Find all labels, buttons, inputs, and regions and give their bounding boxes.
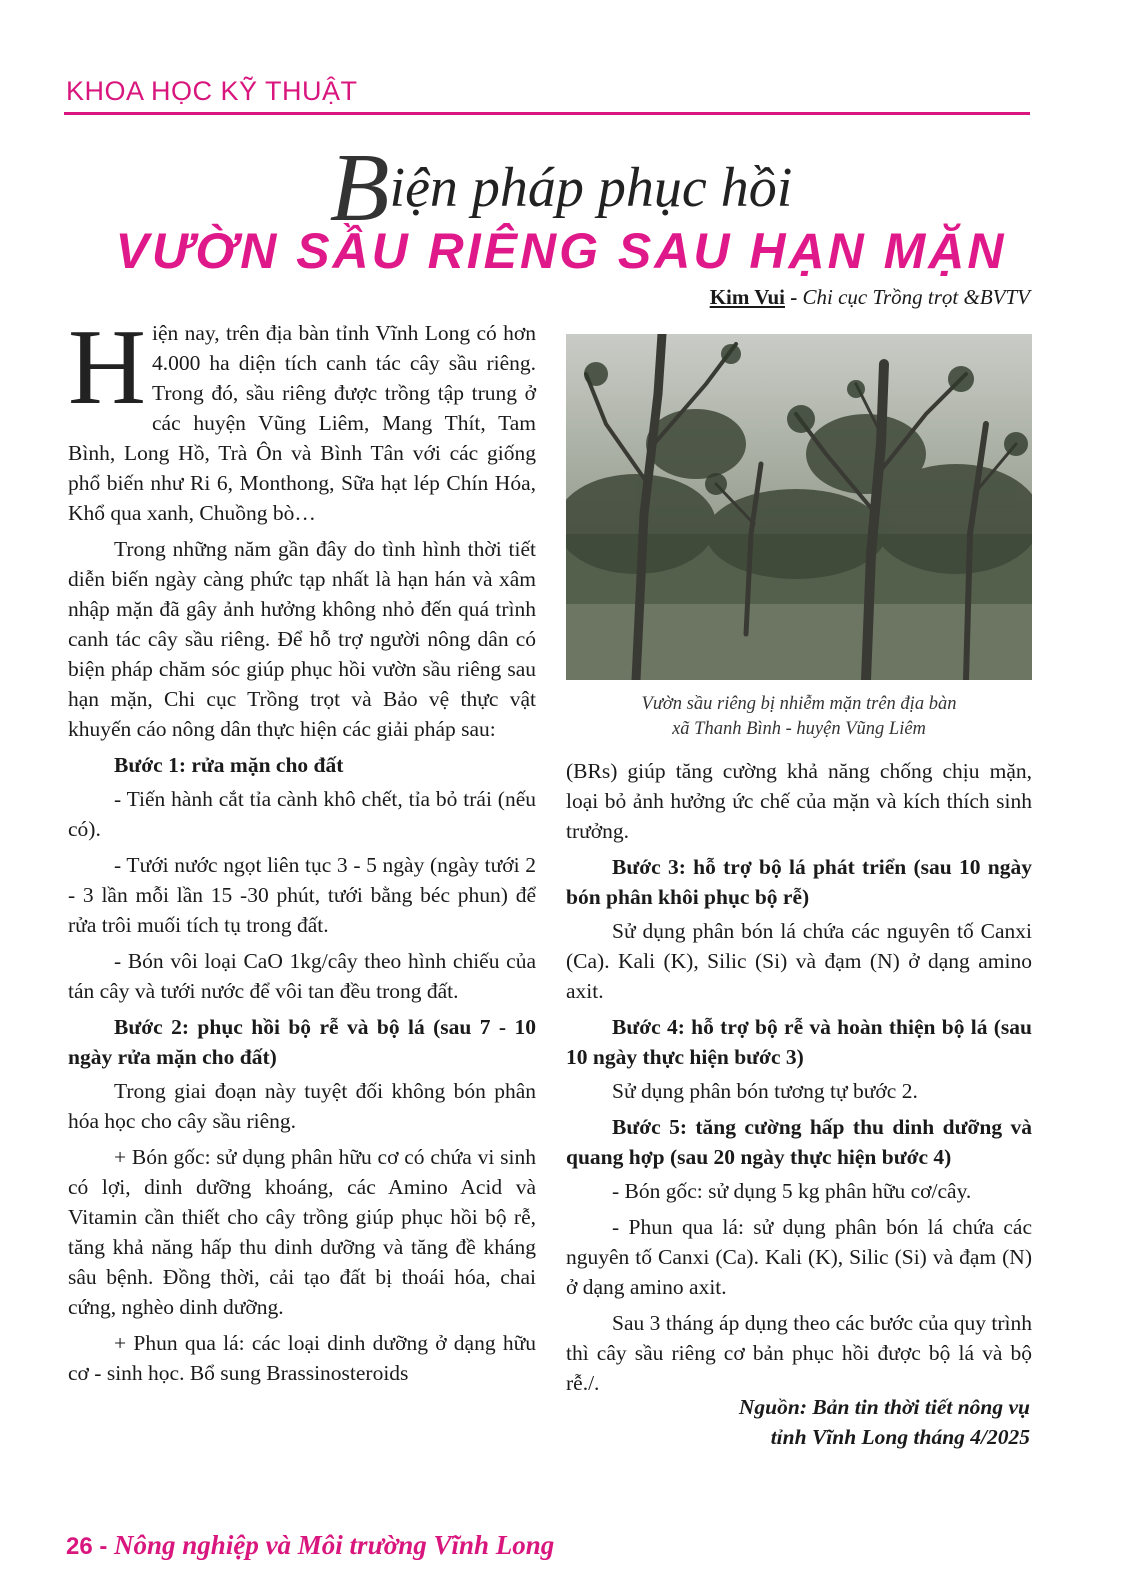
step2-item-c: + Phun qua lá: các loại dinh dưỡng ở dạng hữu cơ - sinh học. Bổ sung Brassinosteroids <box>68 1331 536 1385</box>
photo-caption <box>566 692 1032 742</box>
paragraph-context: Trong những năm gần đây do tình hình thời tiết diễn biến ngày càng phức tạp nhất là hạn hán và xâm nhập mặn đã gây ảnh hưởng không nhỏ đến quá trình canh tác cây sầu riêng. Để hỗ trợ người nông dân có biện pháp chăm sóc giúp phục hồi vườn sầu riêng sau hạn mặn, Chi cục Trồng trọt và Bảo vệ thực vật khuyến cáo nông dân thực hiện các giải pháp sau: <box>68 537 536 741</box>
left-column <box>68 308 536 1394</box>
intro-text: iện nay, trên địa bàn tỉnh Vĩnh Long có hơn 4.000 ha diện tích canh tác cây sầu riêng. Trong đó, sầu riêng được trồng tập trung ở các huyện Vũng Liêm, Mang Thít, Tam Bình, Long Hồ, Trà Ôn và Bình Tân với các giống phổ biến như Ri 6, Monthong, Sữa hạt lép Chín Hóa, Khổ qua xanh, Chuồng bò… <box>68 321 536 525</box>
section-label: KHOA HỌC KỸ THUẬT <box>66 76 358 106</box>
conclusion-paragraph: Sau 3 tháng áp dụng theo các bước của quy trình thì cây sầu riêng cơ bản phục hồi được bộ lá và bộ rễ./. <box>566 1311 1032 1395</box>
step2-item-a: Trong giai đoạn này tuyệt đối không bón phân hóa học cho cây sầu riêng. <box>68 1079 536 1133</box>
step4-item-a: Sử dụng phân bón tương tự bước 2. <box>612 1079 918 1103</box>
title-line1-text: iện pháp phục hồi <box>389 157 793 219</box>
step4-heading: Bước 4: hỗ trợ bộ rễ và hoàn thiện bộ lá (sau 10 ngày thực hiện bước 3) <box>566 1015 1032 1069</box>
intro-paragraph <box>68 308 536 528</box>
byline-separator: - <box>784 285 803 309</box>
continued-paragraph: (BRs) giúp tăng cường khả năng chống chịu mặn, loại bỏ ảnh hưởng ức chế của mặn và kích thích sinh trưởng. <box>566 759 1032 843</box>
step5-item-a: - Bón gốc: sử dụng 5 kg phân hữu cơ/cây. <box>612 1179 972 1203</box>
article-title-line2: VƯỜN SẦU RIÊNG SAU HẠN MẶN <box>115 223 1007 279</box>
step5-heading: Bước 5: tăng cường hấp thu dinh dưỡng và quang hợp (sau 20 ngày thực hiện bước 4) <box>566 1115 1032 1169</box>
caption-line1: Vườn sầu riêng bị nhiễm mặn trên địa bàn <box>641 694 957 714</box>
section-divider <box>64 112 1030 115</box>
footer-separator: - <box>92 1533 115 1560</box>
author-name: Kim Vui <box>709 285 785 309</box>
publication-name: Nông nghiệp và Môi trường Vĩnh Long <box>114 1530 555 1560</box>
step3-heading: Bước 3: hỗ trợ bộ lá phát triển (sau 10 ngày bón phân khôi phục bộ rễ) <box>566 855 1032 909</box>
drop-cap: H <box>68 308 146 427</box>
source-credit <box>739 1392 1030 1452</box>
page-footer <box>66 1530 554 1561</box>
step1-item-b: - Tưới nước ngọt liên tục 3 - 5 ngày (ngày tưới 2 - 3 lần mỗi lần 15 -30 phút, tưới bằng béc phun) để rửa trôi muối tích tụ trong đất. <box>68 853 536 937</box>
source-line1: Nguồn: Bản tin thời tiết nông vụ <box>738 1395 1030 1419</box>
title-decorative-capital: B <box>329 134 390 242</box>
step1-item-c: - Bón vôi loại CaO 1kg/cây theo hình chiếu của tán cây và tưới nước để vôi tan đều trong đất. <box>68 949 536 1003</box>
author-organization: Chi cục Trồng trọt &BVTV <box>802 285 1030 309</box>
step2-heading: Bước 2: phục hồi bộ rễ và bộ lá (sau 7 - 10 ngày rửa mặn cho đất) <box>68 1015 536 1069</box>
orchard-illustration <box>566 334 1032 680</box>
step1-item-a: - Tiến hành cắt tỉa cành khô chết, tỉa bỏ trái (nếu có). <box>68 787 536 841</box>
source-line2: tỉnh Vĩnh Long tháng 4/2025 <box>770 1425 1030 1449</box>
step5-item-b: - Phun qua lá: sử dụng phân bón lá chứa các nguyên tố Canxi (Ca). Kali (K), Silic (Si) và đạm (N) ở dạng amino axit. <box>566 1215 1032 1299</box>
caption-line2: xã Thanh Bình - huyện Vũng Liêm <box>672 719 926 739</box>
durian-orchard-photo <box>566 334 1032 680</box>
page-number: 26 <box>66 1533 93 1560</box>
right-column <box>566 756 1032 1404</box>
step2-item-b: + Bón gốc: sử dụng phân hữu cơ có chứa vi sinh có lợi, dinh dưỡng khoáng, các Amino Acid và Vitamin cần thiết cho cây trồng giúp phục hồi bộ rễ, tăng khả năng hấp thu dinh dưỡng và tăng đề kháng sâu bệnh. Đồng thời, cải tạo đất bị thoái hóa, chai cứng, nghèo dinh dưỡng. <box>68 1145 536 1319</box>
step1-heading: Bước 1: rửa mặn cho đất <box>114 753 344 777</box>
step3-item-a: Sử dụng phân bón lá chứa các nguyên tố Canxi (Ca). Kali (K), Silic (Si) và đạm (N) ở dạng amino axit. <box>566 919 1032 1003</box>
byline <box>710 285 1030 310</box>
